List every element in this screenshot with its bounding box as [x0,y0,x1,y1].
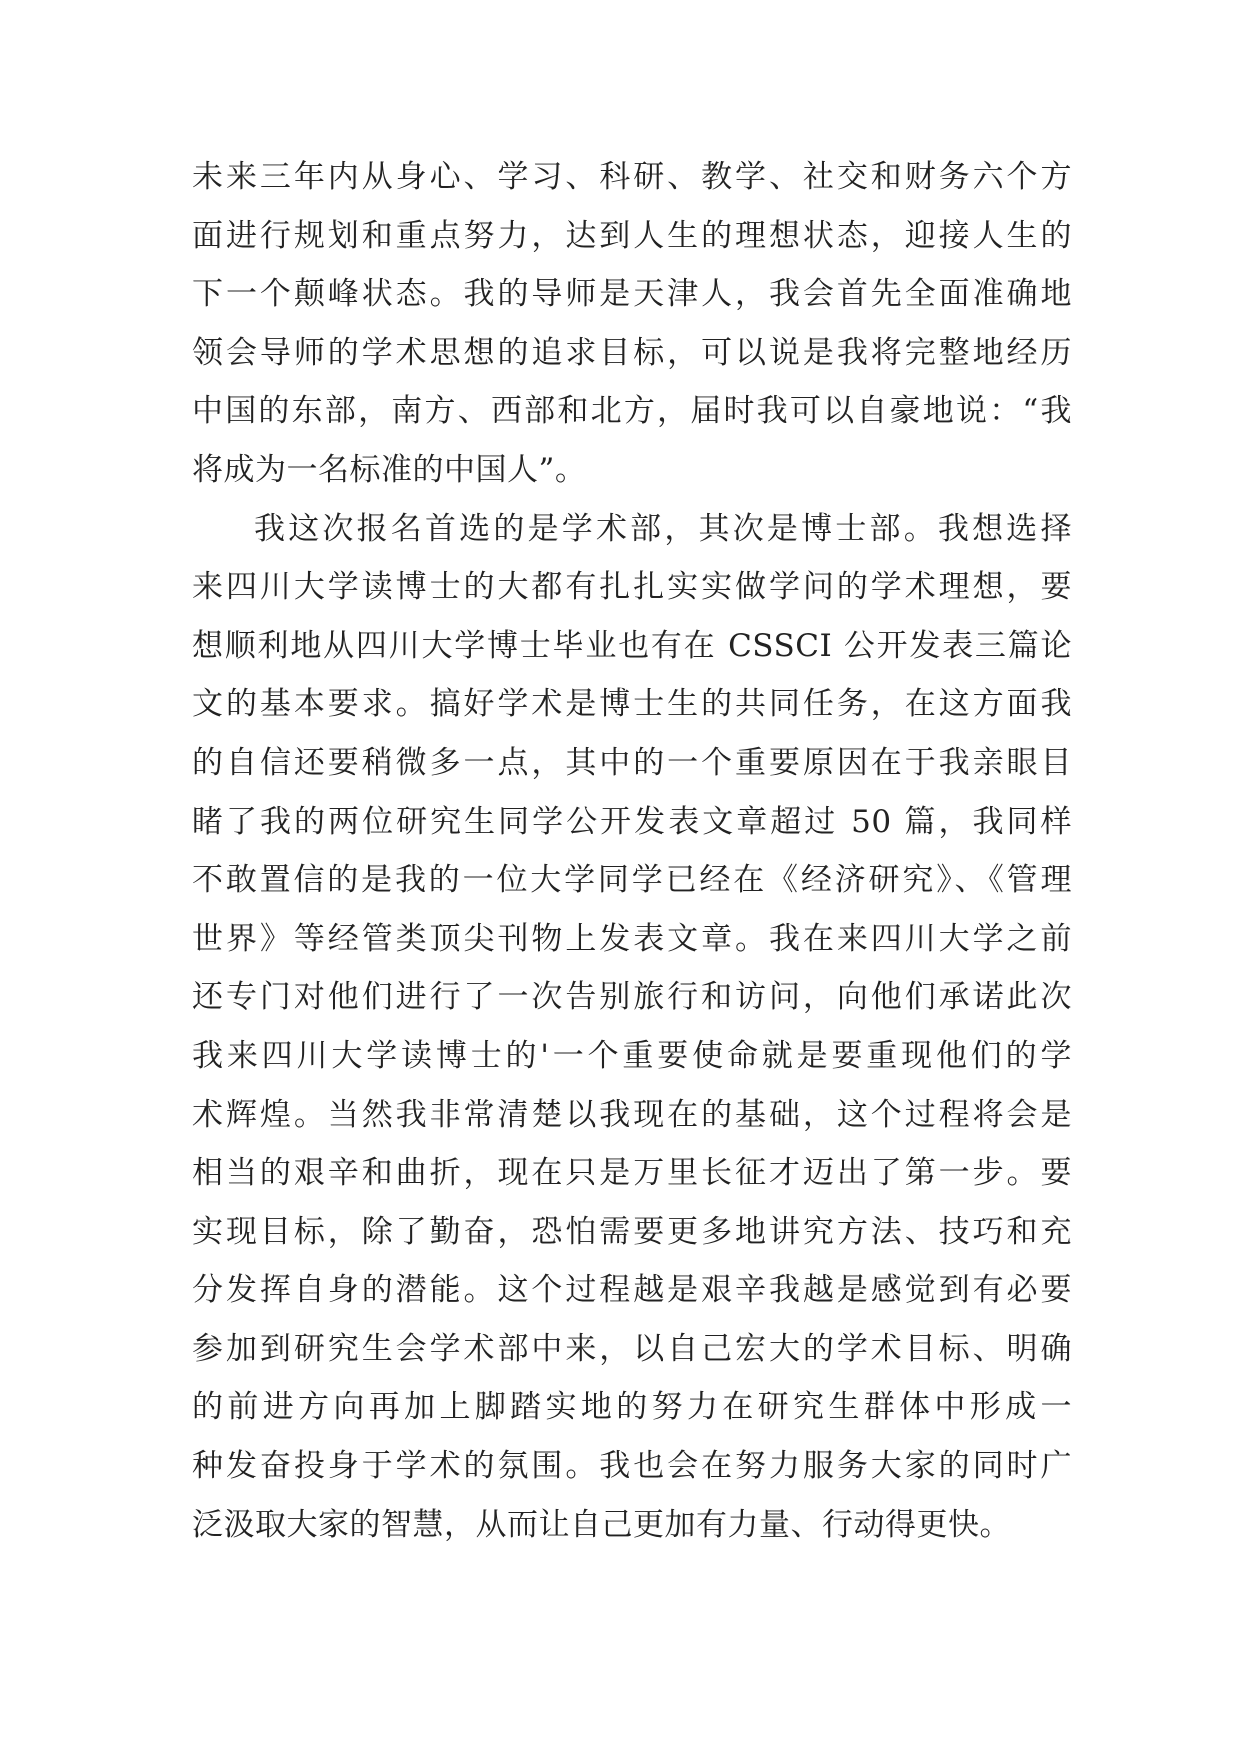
text-line: 将成为一名标准的中国人”。 [192,451,587,488]
text-line: 我来四川大学读博士的'一个重要使命就是要重现他们的学 [192,1037,1072,1074]
text-line: 相当的艰辛和曲折，现在只是万里长征才迈出了第一步。要 [192,1155,1072,1192]
text-line: 面进行规划和重点努力，达到人生的理想状态，迎接人生的 [192,217,1072,254]
text-line: 文的基本要求。搞好学术是博士生的共同任务，在这方面我 [192,686,1072,723]
text-line: 未来三年内从身心、学习、科研、教学、社交和财务六个方 [192,159,1072,195]
text-line: 下一个颠峰状态。我的导师是天津人，我会首先全面准确地 [192,276,1072,313]
text-line: 不敢置信的是我的一位大学同学已经在《经济研究》、《管理 [192,862,1072,899]
text-line: 实现目标，除了勤奋，恐怕需要更多地讲究方法、技巧和充 [192,1213,1072,1250]
text-line: 的自信还要稍微多一点，其中的一个重要原因在于我亲眼目 [192,744,1072,781]
text-line: 参加到研究生会学术部中来，以自己宏大的学术目标、明确 [192,1330,1072,1367]
document-body [192,148,1072,1554]
text-line: 还专门对他们进行了一次告别旅行和访问，向他们承诺此次 [192,979,1072,1016]
text-line: 领会导师的学术思想的追求目标，可以说是我将完整地经历 [192,334,1072,371]
text-line: 睹了我的两位研究生同学公开发表文章超过 50 篇，我同样 [192,803,1072,840]
paragraph-1 [192,148,1072,500]
text-line: 来四川大学读博士的大都有扎扎实实做学问的学术理想，要 [192,569,1072,606]
text-line: 世界》等经管类顶尖刊物上发表文章。我在来四川大学之前 [192,920,1072,957]
paragraph-2 [192,500,1072,1555]
text-line: 泛汲取大家的智慧，从而让自己更加有力量、行动得更快。 [192,1506,1011,1543]
text-line: 我这次报名首选的是学术部，其次是博士部。我想选择 [254,510,1072,547]
text-line: 种发奋投身于学术的氛围。我也会在努力服务大家的同时广 [192,1448,1072,1485]
text-line: 术辉煌。当然我非常清楚以我现在的基础，这个过程将会是 [192,1096,1072,1133]
text-line: 的前进方向再加上脚踏实地的努力在研究生群体中形成一 [192,1389,1072,1426]
text-line: 中国的东部，南方、西部和北方，届时我可以自豪地说：“我 [192,393,1072,430]
text-line: 分发挥自身的潜能。这个过程越是艰辛我越是感觉到有必要 [192,1272,1072,1309]
text-line: 想顺利地从四川大学博士毕业也有在 CSSCI 公开发表三篇论 [192,627,1072,664]
